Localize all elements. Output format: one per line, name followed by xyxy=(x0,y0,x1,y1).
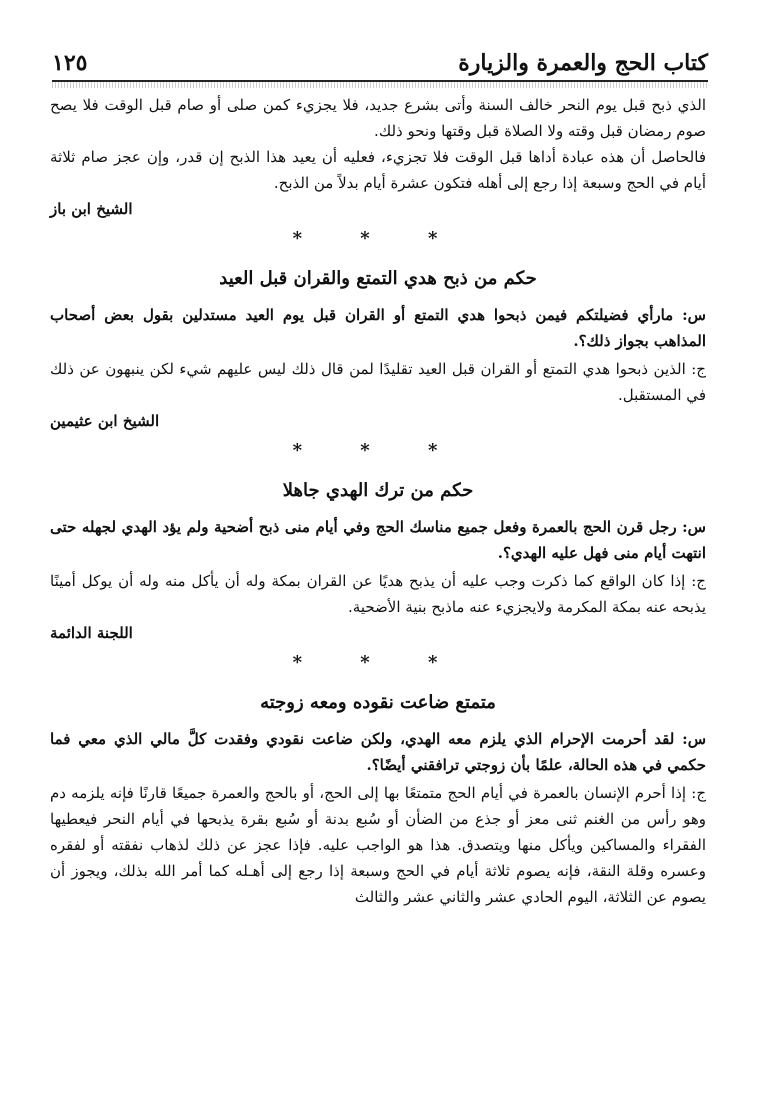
signature-ibn-baz: الشيخ ابن باز xyxy=(50,200,133,218)
answer: ج: إذا كان الواقع كما ذكرت وجب عليه أن يذبح هديًا عن القران بمكة وله أن يأكل منه وله أن يوكل أمينًا يذبحه عنه بمكة المكرمة ولايجزيء عنه ماذبح بنية الأضحية. xyxy=(50,572,706,616)
page-header xyxy=(52,40,708,76)
paragraph: الذي ذبح قبل يوم النحر خالف السنة وأتى بشرع جديد، فلا يجزيء كمن صلى أو صام قبل الوقت فلا يصح صوم رمضان قبل وقته ولا الصلاة قبل وقتها ونحو ذلك. xyxy=(50,96,706,140)
answer: ج: الذين ذبحوا هدي التمتع أو القران قبل العيد تقليدًا لمن قال ذلك ليس عليهم شيء لكن ينبهون عن ذلك في المستقبل. xyxy=(50,360,706,404)
signature-ibn-uthaymeen: الشيخ ابن عثيمين xyxy=(50,412,160,430)
running-title: كتاب الحج والعمرة والزيارة xyxy=(458,50,708,76)
signature-permanent-committee: اللجنة الدائمة xyxy=(50,624,133,642)
section-separator: * * * xyxy=(292,652,464,673)
question: س: مارأي فضيلتكم فيمن ذبحوا هدي التمتع أو القران قبل يوم العيد مستدلين بقول بعض أصحاب المذاهب بجواز ذلك؟. xyxy=(50,306,706,350)
section-separator: * * * xyxy=(292,440,464,461)
section-separator: * * * xyxy=(292,228,464,249)
section-title-abandoned-hady: حكم من ترك الهدي جاهلا xyxy=(282,480,474,501)
paragraph: فالحاصل أن هذه عبادة أداها قبل الوقت فلا تجزيء، فعليه أن يعيد هذا الذبح إن قدر، وإن عجز صام ثلاثة أيام في الحج وسبعة إذا رجع إلى أهله فتكون عشرة أيام بدلاً من الذبح. xyxy=(50,148,706,192)
section-title-early-slaughter: حكم من ذبح هدي التمتع والقران قبل العيد xyxy=(219,268,537,289)
question: س: لقد أحرمت الإحرام الذي يلزم معه الهدي، ولكن ضاعت نقودي وفقدت كلَّ مالي الذي معي فما حكمي في هذه الحالة، علمًا بأن زوجتي ترافقني أيضًا؟. xyxy=(50,730,706,774)
page-number: ١٢٥ xyxy=(52,50,88,76)
page-body xyxy=(50,92,706,910)
section-title-lost-money: متمتع ضاعت نقوده ومعه زوجته xyxy=(260,692,496,713)
answer: ج: إذا أحرم الإنسان بالعمرة في أيام الحج متمتعًا بها إلى الحج، أو بالحج والعمرة جميعًا قارنًا فإنه يلزمه دم وهو رأس من الغنم ثنى معز أو جذع من الضأن أو سُبع بدنة أو سُبع بقرة يذبحها في أيام النحر فيعطيها الفقراء والمساكين ويأكل منها ويتصدق. هذا هو الواجب عليه. فإذا عجز عن ذلك لذهاب نفقته أو لفقره وعسره وقلة النقة، فإنه يصوم ثلاثة أيام في الحج وسبعة إذا رجع إلى أهـله كما أمر الله بذلك، ويجوز أن يصوم عن الثلاثة، اليوم الحادي عشر والثاني عشر والثالث xyxy=(50,784,706,906)
header-divider xyxy=(52,80,708,88)
question: س: رجل قرن الحج بالعمرة وفعل جميع مناسك الحج وفي أيام منى ذبح أضحية ولم يؤد الهدي لجهله حتى انتهت أيام منى فهل عليه الهدي؟. xyxy=(50,518,706,562)
